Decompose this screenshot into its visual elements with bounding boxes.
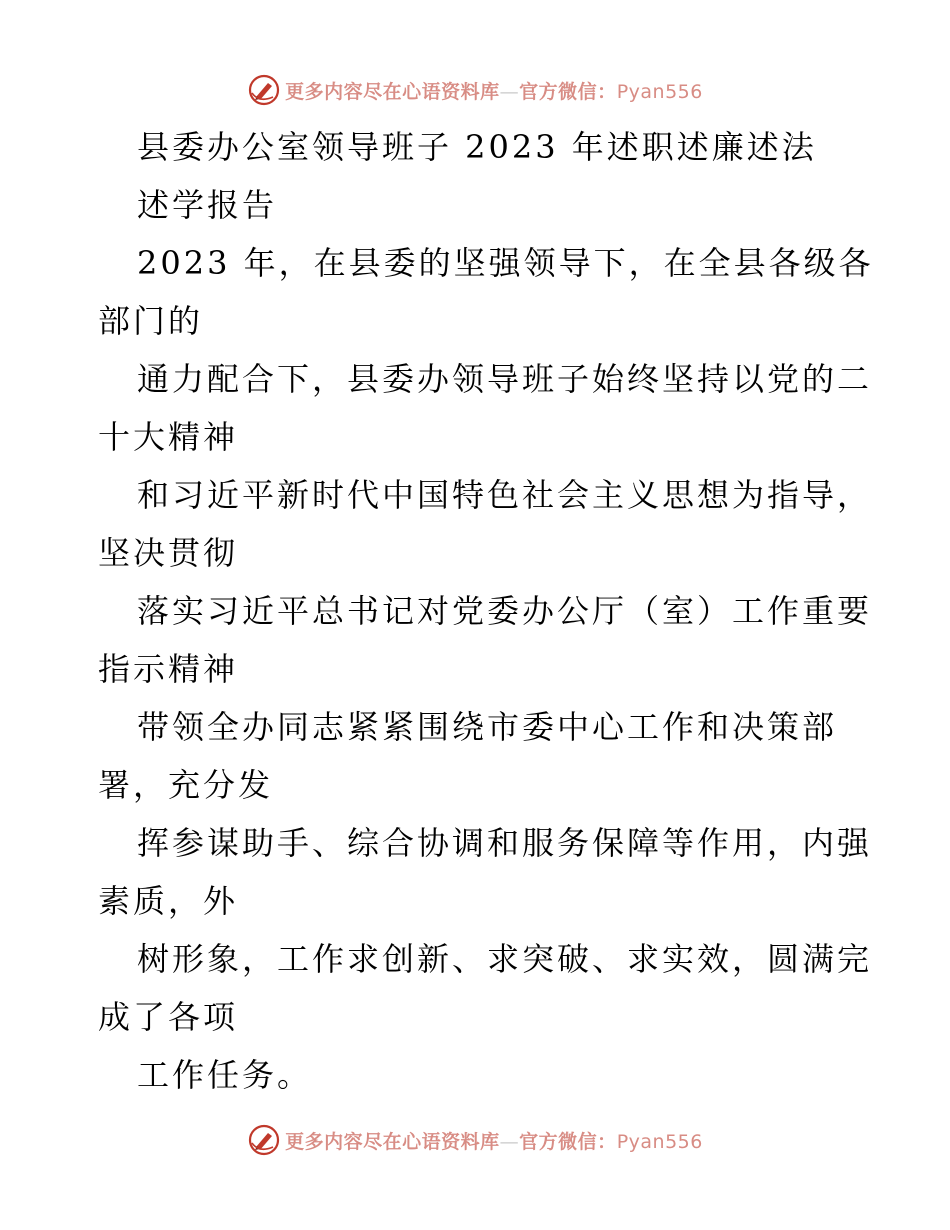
paragraph-line: 十大精神 — [98, 418, 239, 456]
watermark-dash: — — [499, 80, 520, 103]
pen-logo-icon — [247, 1123, 281, 1157]
paragraph-line: 落实习近平总书记对党委办公厅（室）工作重要 — [137, 592, 873, 630]
paragraph-line: 和习近平新时代中国特色社会主义思想为指导， — [137, 476, 873, 514]
paragraph-line: 2023 年，在县委的坚强领导下，在全县各级各 — [137, 244, 874, 282]
title-line-2: 述学报告 — [137, 186, 278, 224]
paragraph-line: 指示精神 — [98, 650, 239, 688]
watermark-text — [285, 1127, 703, 1154]
header-watermark — [0, 72, 950, 108]
paragraph-line: 树形象，工作求创新、求突破、求实效，圆满完 — [137, 940, 873, 978]
paragraph-line: 成了各项 — [98, 998, 239, 1036]
pen-logo-icon — [247, 73, 281, 107]
paragraph-line: 部门的 — [98, 302, 204, 340]
title-line-1: 县委办公室领导班子 2023 年述职述廉述法 — [137, 128, 817, 166]
paragraph-line: 带领全办同志紧紧围绕市委中心工作和决策部 — [137, 708, 838, 746]
paragraph-line: 坚决贯彻 — [98, 534, 239, 572]
watermark-main: 更多内容尽在心语资料库 — [285, 80, 500, 103]
paragraph-line: 通力配合下，县委办领导班子始终坚持以党的二 — [137, 360, 873, 398]
paragraph-line: 挥参谋助手、综合协调和服务保障等作用，内强 — [137, 824, 873, 862]
watermark-official: 官方微信： — [519, 80, 617, 103]
watermark-dash: — — [499, 1130, 520, 1153]
paragraph-line: 署，充分发 — [98, 766, 274, 804]
watermark-main: 更多内容尽在心语资料库 — [285, 1130, 500, 1153]
footer-watermark — [0, 1122, 950, 1158]
watermark-text — [285, 77, 703, 104]
paragraph-line: 工作任务。 — [137, 1056, 313, 1094]
watermark-account: Pyan556 — [616, 1130, 703, 1153]
paragraph-line: 素质，外 — [98, 882, 239, 920]
watermark-account: Pyan556 — [616, 80, 703, 103]
watermark-official: 官方微信： — [519, 1130, 617, 1153]
